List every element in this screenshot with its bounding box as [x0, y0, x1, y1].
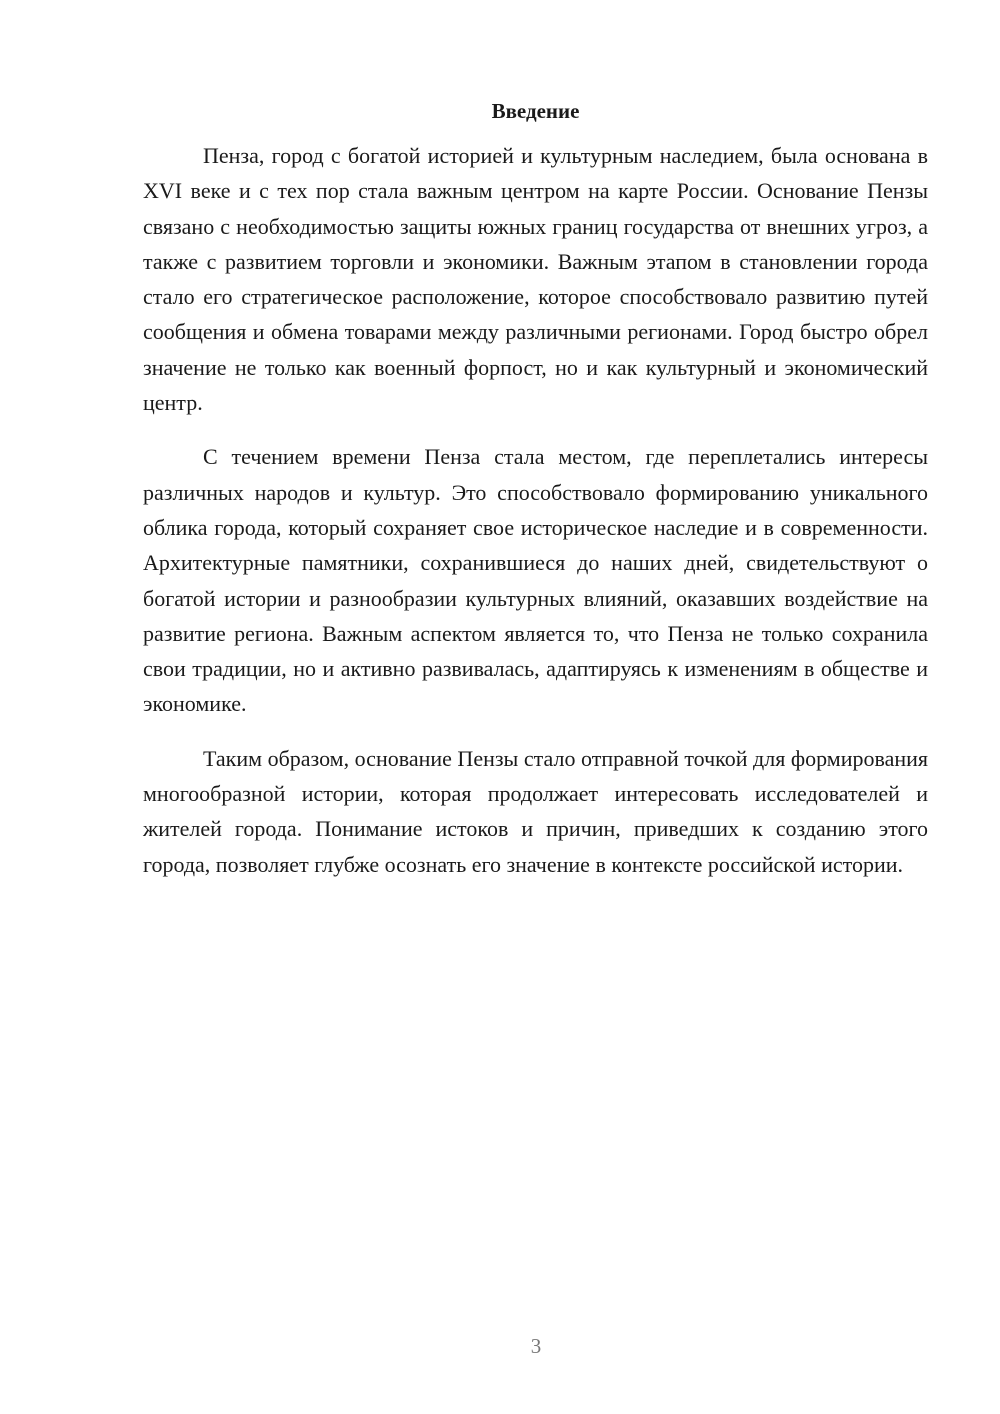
page-number: 3	[530, 1334, 542, 1358]
paragraph-3: Таким образом, основание Пензы стало отправной точкой для формирования многообразной истории, которая продолжает интересовать исследователей и жителей города. Понимание истоков и причин, приведших к созданию этого города, позволяет глубже осознать его значение в контексте российской истории.	[143, 745, 928, 877]
page-content	[143, 96, 928, 901]
section-heading: Введение	[491, 99, 580, 123]
paragraph-2: С течением времени Пенза стала местом, где переплетались интересы различных народов и культур. Это способствовало формированию уникального облика города, который сохраняет свое историческое наследие и в современности. Архитектурные памятники, сохранившиеся до наших дней, свидетельствуют о богатой истории и разнообразии культурных влияний, оказавших воздействие на развитие региона. Важным аспектом является то, что Пенза не только сохранила свои традиции, но и активно развивалась, адаптируясь к изменениям в обществе и экономике.	[143, 444, 928, 717]
paragraph-1: Пенза, город с богатой историей и культурным наследием, была основана в XVI веке и с тех пор стала важным центром на карте России. Основание Пензы связано с необходимостью защиты южных границ государства от внешних угроз, а также с развитием торговли и экономики. Важным этапом в становлении города стало его стратегическое расположение, которое способствовало развитию путей сообщения и обмена товарами между различными регионами. Город быстро обрел значение не только как военный форпост, но и как культурный и экономический центр.	[143, 143, 928, 416]
